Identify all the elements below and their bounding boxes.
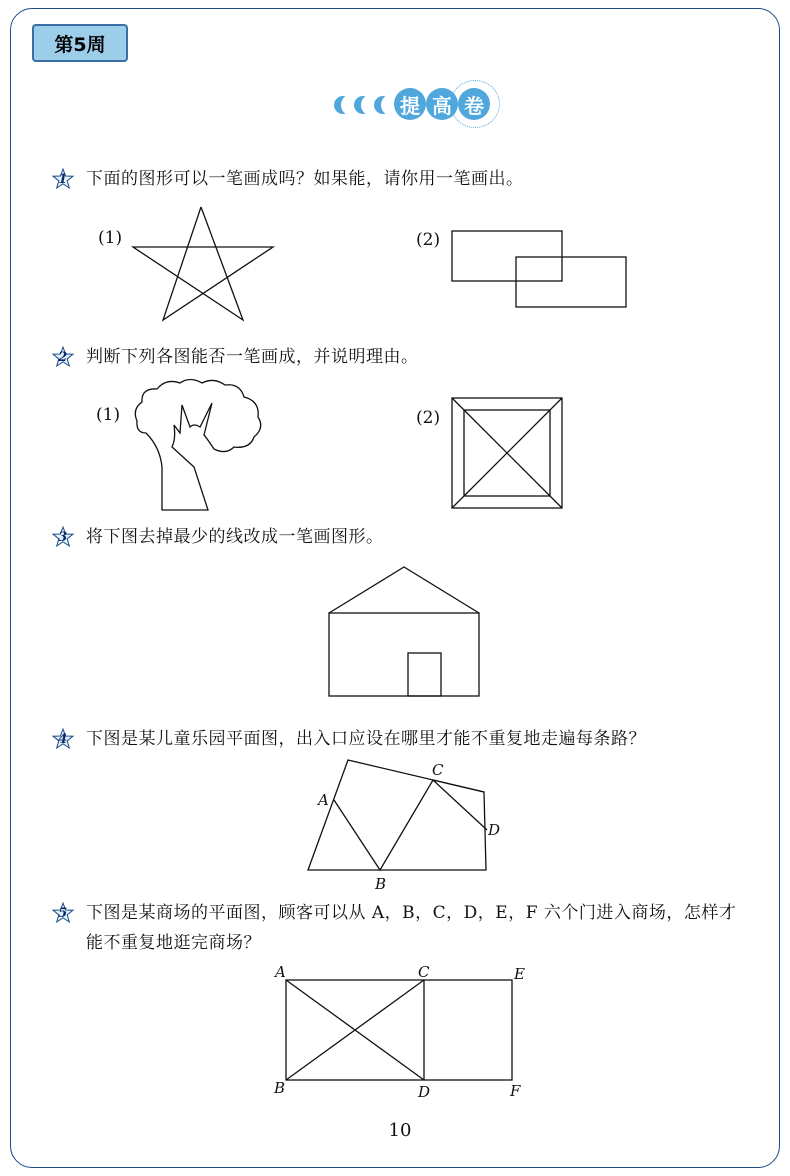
moon-icon <box>334 96 352 114</box>
tree-figure <box>132 375 272 515</box>
question-text: 下面的图形可以一笔画成吗？如果能，请你用一笔画出。 <box>86 169 524 189</box>
star-number-icon <box>52 168 74 190</box>
star-number-icon <box>52 902 74 924</box>
playground-figure <box>300 755 510 895</box>
star-number-icon <box>52 728 74 750</box>
figure-label: (1) <box>96 405 121 425</box>
banner-char: 高 <box>426 88 458 120</box>
question-text: 下图是某儿童乐园平面图，出入口应设在哪里才能不重复地走遍每条路？ <box>86 729 646 749</box>
banner-char: 提 <box>394 88 426 120</box>
question-number: 3 <box>58 530 68 545</box>
point-label: A <box>275 963 286 981</box>
point-label: C <box>432 761 444 779</box>
star-number-icon <box>52 346 74 368</box>
section-banner <box>334 80 504 130</box>
question-text: 判断下列各图能否一笔画成，并说明理由。 <box>86 347 419 367</box>
question-number: 4 <box>58 732 68 747</box>
point-label: E <box>514 965 525 983</box>
question-text: 下图是某商场的平面图，顾客可以从 A，B，C，D，E，F 六个门进入商场，怎样才 <box>86 903 737 923</box>
point-label: A <box>318 791 329 809</box>
moon-icon <box>374 96 392 114</box>
page-number: 10 <box>388 1120 412 1141</box>
house-figure <box>325 562 485 702</box>
mall-plan-figure <box>270 962 530 1102</box>
star-number-icon <box>52 526 74 548</box>
figure-label: (2) <box>416 230 441 250</box>
star-figure <box>125 200 280 325</box>
nested-squares-figure <box>448 395 568 513</box>
question-number: 2 <box>58 350 68 365</box>
question-text-continued: 能不重复地逛完商场？ <box>86 933 261 953</box>
point-label: D <box>418 1083 431 1101</box>
banner-char: 卷 <box>458 88 490 120</box>
overlapping-rectangles-figure <box>448 226 634 312</box>
question-text: 将下图去掉最少的线改成一笔画图形。 <box>86 527 384 547</box>
point-label: B <box>274 1079 286 1097</box>
point-label: F <box>510 1082 521 1100</box>
question-number: 5 <box>58 906 68 921</box>
moon-icon <box>354 96 372 114</box>
point-label: C <box>418 963 430 981</box>
week-tab: 第5周 <box>32 24 128 62</box>
figure-label: (1) <box>98 228 123 248</box>
point-label: B <box>375 875 387 893</box>
question-number: 1 <box>58 172 68 187</box>
figure-label: (2) <box>416 408 441 428</box>
point-label: D <box>488 821 501 839</box>
